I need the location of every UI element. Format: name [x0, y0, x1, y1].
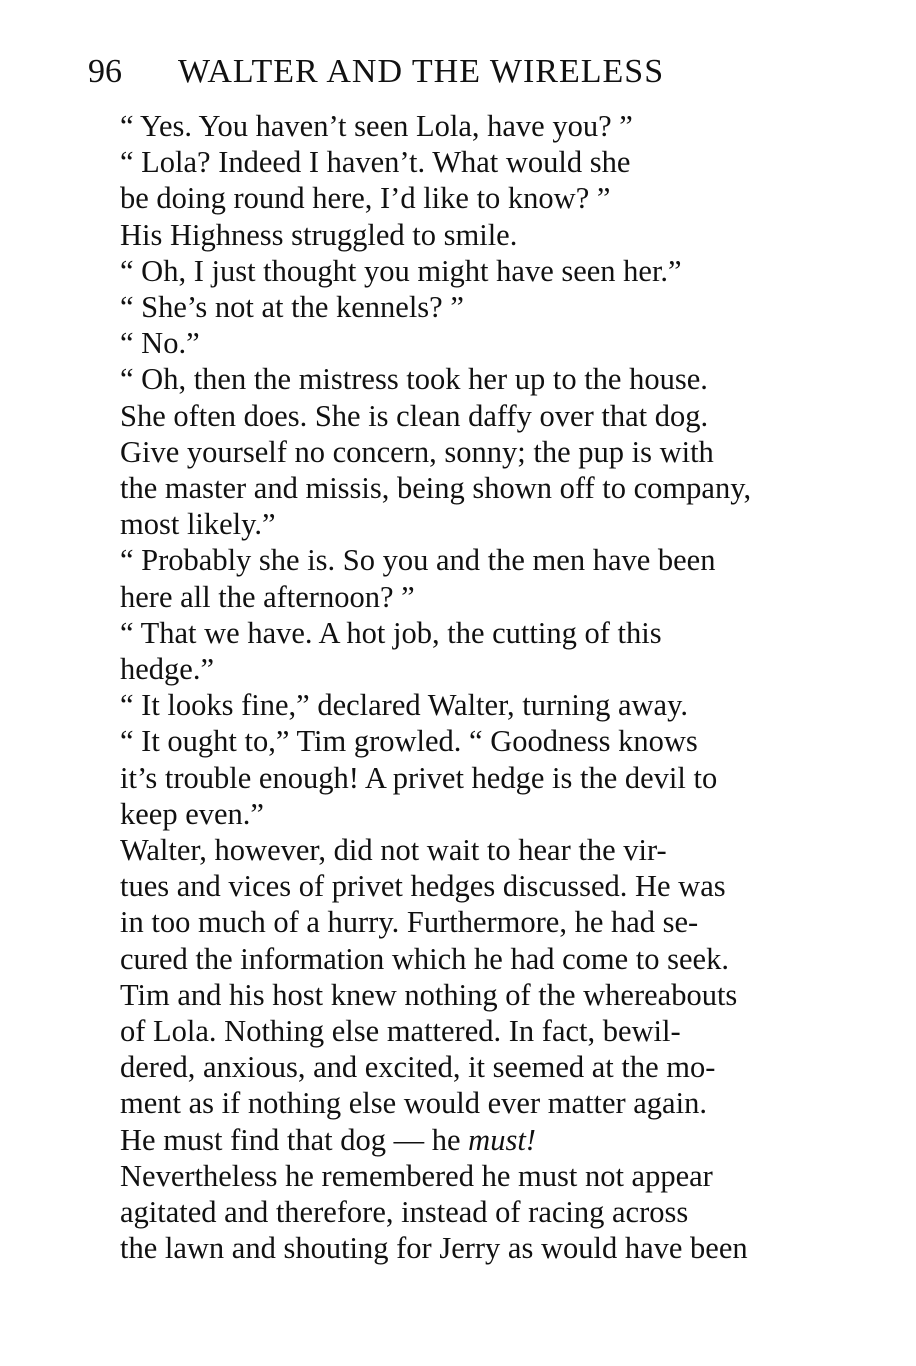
page-header	[88, 50, 828, 94]
text-line: hedge.”	[120, 652, 214, 687]
text-line: dered, anxious, and excited, it seemed at the mo-	[120, 1050, 716, 1085]
paragraph-2	[88, 144, 816, 216]
text-line: be doing round here, I’d like to know? ”	[120, 181, 611, 216]
text-line: in too much of a hurry. Furthermore, he had se-	[120, 905, 699, 940]
text-fragment: He must find that dog — he	[120, 1122, 461, 1157]
text-line: “ Lola? Indeed I haven’t. What would she	[120, 145, 631, 180]
text-line: of Lola. Nothing else mattered. In fact, bewil-	[120, 1014, 681, 1049]
page-number: 96	[88, 53, 122, 90]
paragraph-8	[88, 542, 816, 614]
paragraph-11	[88, 723, 816, 832]
text-line: Give yourself no concern, sonny; the pup is with	[120, 434, 714, 469]
paragraph-13	[88, 1158, 816, 1267]
paragraph-12	[88, 832, 816, 1158]
text-line: “ She’s not at the kennels? ”	[120, 290, 464, 325]
text-line: it’s trouble enough! A privet hedge is the devil to	[120, 760, 718, 795]
text-line-with-emphasis	[88, 1122, 816, 1158]
text-line: “ Oh, I just thought you might have seen her.”	[120, 253, 682, 288]
text-line: ment as if nothing else would ever matter again.	[120, 1086, 707, 1121]
body-text	[88, 108, 816, 1267]
text-line: Walter, however, did not wait to hear the vir-	[120, 833, 667, 868]
text-line: “ It looks fine,” declared Walter, turning away.	[120, 688, 688, 723]
text-line: here all the afternoon? ”	[120, 579, 415, 614]
paragraph-3	[88, 217, 816, 253]
running-head: WALTER AND THE WIRELESS	[178, 53, 665, 90]
text-line: tues and vices of privet hedges discussed. He was	[120, 869, 726, 904]
paragraph-10	[88, 687, 816, 723]
paragraph-4	[88, 253, 816, 289]
paragraph-7	[88, 361, 816, 542]
text-line: the master and missis, being shown off to company,	[120, 471, 752, 506]
emphasized-word: must!	[468, 1122, 536, 1157]
text-line: keep even.”	[120, 796, 264, 831]
text-line: She often does. She is clean daffy over that dog.	[120, 398, 709, 433]
text-line: “ Probably she is. So you and the men have been	[120, 543, 716, 578]
text-line: “ That we have. A hot job, the cutting of this	[120, 615, 662, 650]
text-line: agitated and therefore, instead of racing across	[120, 1195, 689, 1230]
paragraph-1	[88, 108, 816, 144]
text-line: Tim and his host knew nothing of the whereabouts	[120, 977, 738, 1012]
paragraph-5	[88, 289, 816, 325]
text-line: the lawn and shouting for Jerry as would have been	[120, 1231, 748, 1266]
text-line: “ No.”	[120, 326, 200, 361]
text-line: “ It ought to,” Tim growled. “ Goodness knows	[120, 724, 698, 759]
text-line: Nevertheless he remembered he must not appear	[120, 1158, 713, 1193]
text-line: His Highness struggled to smile.	[120, 217, 518, 252]
paragraph-6	[88, 325, 816, 361]
text-line: “ Oh, then the mistress took her up to the house.	[120, 362, 708, 397]
text-line: “ Yes. You haven’t seen Lola, have you? ”	[120, 109, 633, 143]
text-line: cured the information which he had come to seek.	[120, 941, 729, 976]
paragraph-9	[88, 615, 816, 687]
text-line: most likely.”	[120, 507, 276, 542]
